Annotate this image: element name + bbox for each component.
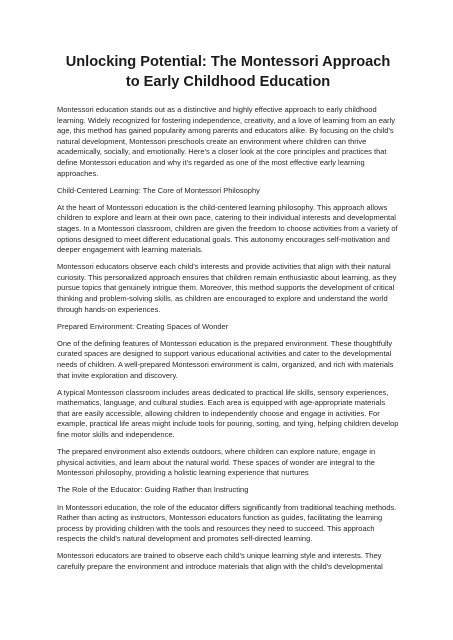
paragraph-educator-role-1: In Montessori education, the role of the educator differs significantly from traditional teaching methods. Rather than acting as instructors, Montessori educators function as guides, facilitating the learning process by providing children with the tools and resources they need to succeed. This approach respects the child's natural development and promotes self-directed learning. (57, 502, 397, 544)
section-heading-prepared-environment: Prepared Environment: Creating Spaces of Wonder (57, 321, 229, 331)
paragraph-child-centered-1: At the heart of Montessori education is the child-centered learning philosophy. This approach allows children to explore and learn at their own pace, catering to their individual interests and developmental stages. In a Montessori classroom, children are given the freedom to choose activities from a variety of options designed to meet different educational goals. This autonomy encourages self-motivation and deeper engagement with learning materials. (57, 202, 398, 255)
paragraph-prepared-environment-3: The prepared environment also extends outdoors, where children can explore nature, engage in physical activities, and learn about the natural world. These spaces of wonder are integral to the Montessori philosophy, providing a holistic learning experience that nurtures (57, 447, 376, 478)
section-heading-child-centered: Child-Centered Learning: The Core of Montessori Philosophy (57, 185, 260, 195)
document-body (57, 105, 399, 573)
section-heading-educator-role: The Role of the Educator: Guiding Rather than Instructing (57, 485, 249, 495)
paragraph-educator-role-2: Montessori educators are trained to observe each child's unique learning style and interests. They carefully prepare the environment and introduce materials that align with the child's developmental (57, 551, 383, 571)
paragraph-child-centered-2: Montessori educators observe each child's interests and provide activities that align with their natural curiosity. This personalized approach ensures that children remain enthusiastic about learning, as they pursue topics that genuinely intrigue them. Moreover, this method supports the development of critical thinking and problem-solving skills, as children are encouraged to explore and understand the world through hands-on experiences. (57, 262, 397, 314)
paragraph-intro: Montessori education stands out as a distinctive and highly effective approach to early childhood learning. Widely recognized for fostering independence, creativity, and a love of learning from an early age, this method has gained popularity among parents and educators alike. By focusing on the child's natural development, Montessori preschools create an environment where children can thrive academically, socially, and emotionally. Here's a closer look at the core principles and practices that define Montessori education and why it's regarded as one of the most effective early learning approaches. (57, 105, 395, 178)
paragraph-prepared-environment-2: A typical Montessori classroom includes areas dedicated to practical life skills, sensory experiences, mathematics, language, and cultural studies. Each area is equipped with age-appropriate materials that are easily accessible, allowing children to independently choose and engage in activities. For example, practical life areas might include tools for pouring, sorting, and tying, helping children develop fine motor skills and independence. (57, 387, 399, 440)
paragraph-prepared-environment-1: One of the defining features of Montessori education is the prepared environment. These thoughtfully curated spaces are designed to support various educational activities and cater to the developmental needs of children. A well-prepared Montessori environment is calm, organized, and rich with materials that invite exploration and discovery. (57, 338, 394, 380)
document-title: Unlocking Potential: The Montessori Approach to Early Childhood Education (65, 54, 391, 90)
